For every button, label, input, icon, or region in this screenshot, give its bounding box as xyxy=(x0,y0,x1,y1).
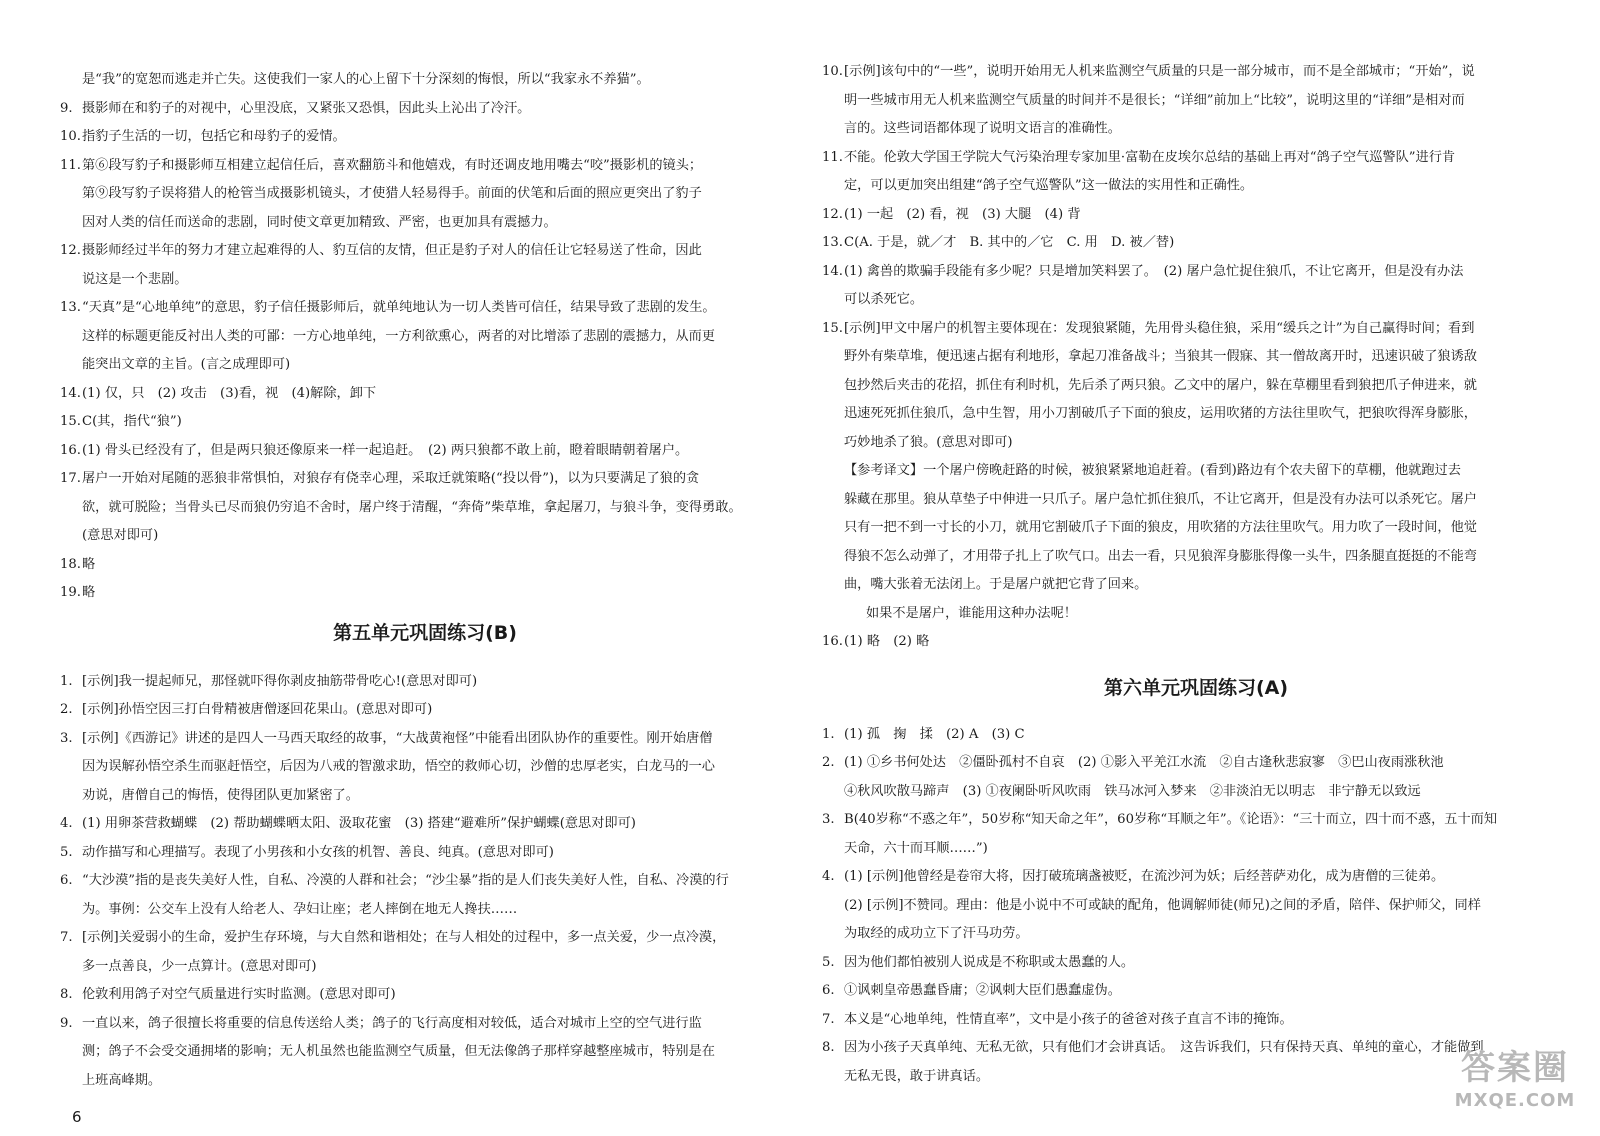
answer-item xyxy=(60,696,790,725)
answer-continuation xyxy=(822,543,1570,572)
answer-item xyxy=(822,229,1570,258)
answer-text: (1) 禽兽的欺骗手段能有多少呢？只是增加笑料罢了。 (2) 屠户急忙捉住狼爪，不让它离开，但是没有办法 xyxy=(844,263,1464,279)
answer-text: [示例]甲文中屠户的机智主要体现在：发现狼紧随，先用骨头稳住狼，采用“缓兵之计”为自己赢得时间；看到 xyxy=(844,320,1475,336)
answer-continuation xyxy=(822,172,1570,201)
answer-continuation xyxy=(60,180,790,209)
answer-number: 12. xyxy=(60,243,81,258)
answer-continuation xyxy=(822,400,1570,429)
answer-item xyxy=(60,981,790,1010)
answer-text: 可以杀死它。 xyxy=(844,292,924,307)
answer-text: 伦敦利用鸽子对空气质量进行实时监测。(意思对即可) xyxy=(82,987,396,1002)
answer-text: “天真”是“心地单纯”的意思，豹子信任摄影师后，就单纯地认为一切人类皆可信任，结果导致了悲剧的发生。 xyxy=(82,300,716,315)
answer-text: 因为误解孙悟空杀生而驱赶悟空，后因为八戒的智激求助，悟空的救师心切，沙僧的忠厚老实，白龙马的一心 xyxy=(82,759,715,774)
answer-text: 测；鸽子不会受交通拥堵的影响；无人机虽然也能监测空气质量，但无法像鸽子那样穿越整座城市，特别是在 xyxy=(82,1044,715,1059)
answer-continuation xyxy=(822,835,1570,864)
answer-text: [示例]该句中的“一些”，说明开始用无人机来监测空气质量的只是一部分城市，而不是全部城市；“开始”，说 xyxy=(844,64,1475,79)
answer-continuation xyxy=(822,486,1570,515)
answer-text: 因为小孩子天真单纯、无私无欲，只有他们才会讲真话。 这告诉我们，只有保持天真、单纯的童心，才能做到 xyxy=(844,1040,1484,1055)
answer-item xyxy=(822,258,1570,287)
answer-text: 野外有柴草堆，便迅速占据有利地形，拿起刀准备战斗；当狼其一假寐、其一僧故离开时，迅速识破了狼诱敌 xyxy=(844,349,1477,364)
answer-number: 4. xyxy=(822,869,835,884)
watermark-text: 答案圈 xyxy=(1461,1048,1569,1088)
answer-continuation xyxy=(60,782,790,811)
answer-text: “大沙漠”指的是丧失美好人性，自私、冷漠的人群和社会；“沙尘暴”指的是人们丧失美好人性，自私、冷漠的行 xyxy=(82,873,729,888)
answer-number: 8. xyxy=(822,1040,835,1055)
answer-item xyxy=(822,58,1570,87)
answer-continuation xyxy=(822,343,1570,372)
answer-number: 14. xyxy=(822,263,843,279)
answer-text: 【参考译文】一个屠户傍晚赶路的时候，被狼紧紧地追赶着。(看到)路边有个农夫留下的草棚，他就跑过去 xyxy=(844,463,1461,478)
answer-text: 躲藏在那里。狼从草垫子中伸进一只爪子。屠户急忙抓住狼爪，不让它离开，但是没有办法可以杀死它。屠户 xyxy=(844,491,1477,507)
answer-text: [示例]《西游记》讲述的是四人一马西天取经的故事，“大战黄袍怪”中能看出团队协作的重要性。刚开始唐僧 xyxy=(82,730,713,746)
answer-number: 16. xyxy=(822,634,843,649)
answer-text: (1) 仅，只 (2) 攻击 (3)看，视 (4)解除，卸下 xyxy=(82,385,377,401)
answer-item xyxy=(60,237,790,266)
answer-text: 不能。伦敦大学国王学院大气污染治理专家加里·富勒在皮埃尔总结的基础上再对“鸽子空气巡警队”进行肯 xyxy=(844,149,1456,165)
answer-text: (意思对即可) xyxy=(82,528,159,543)
right-page xyxy=(800,0,1600,1136)
answer-item xyxy=(822,315,1570,344)
answer-continuation xyxy=(822,372,1570,401)
answer-number: 1. xyxy=(822,726,835,742)
answer-number: 9. xyxy=(60,1015,73,1031)
answer-text: 动作描写和心理描写。表现了小男孩和小女孩的机智、善良、纯真。(意思对即可) xyxy=(82,844,554,860)
answer-number: 6. xyxy=(822,983,835,998)
answer-number: 2. xyxy=(822,755,835,770)
answer-text: 本义是“心地单纯，性情直率”，文中是小孩子的爸爸对孩子直言不讳的掩饰。 xyxy=(844,1011,1293,1027)
answer-continuation xyxy=(60,1067,790,1096)
answer-text: 得狼不怎么动弹了，才用带子扎上了吹气口。出去一看，只见狼浑身膨胀得像一头牛，四条腿直挺挺的不能弯 xyxy=(844,548,1477,564)
answer-continuation xyxy=(60,896,790,925)
answer-number: 14. xyxy=(60,385,81,401)
page-number: 6 xyxy=(72,1108,82,1126)
answer-text: 因对人类的信任而送命的悲剧，同时使文章更加精致、严密，也更加具有震撼力。 xyxy=(82,214,557,230)
answer-text: B(40岁称“不惑之年”，50岁称“知天命之年”，60岁称“耳顺之年”。《论语》：“三十而立，四十而不惑，五十而知 xyxy=(844,812,1498,827)
answer-item xyxy=(60,551,790,580)
answer-text: C(其，指代“狼”) xyxy=(82,414,182,429)
answer-number: 3. xyxy=(60,730,73,746)
answer-continuation xyxy=(822,778,1570,807)
answer-text: 第⑨段写豹子误将猎人的枪管当成摄影机镜头，才使猎人轻易得手。前面的伏笔和后面的照应更突出了豹子 xyxy=(82,186,702,201)
answer-item xyxy=(60,810,790,839)
answer-continuation xyxy=(822,87,1570,116)
answer-item xyxy=(822,721,1570,750)
answer-number: 1. xyxy=(60,673,73,689)
answer-text: (1) 一起 (2) 看，视 (3) 大腿 (4) 背 xyxy=(844,206,1081,222)
answer-number: 12. xyxy=(822,206,843,222)
answer-continuation xyxy=(822,600,1570,629)
answer-item xyxy=(822,144,1570,173)
answer-text: 因为他们都怕被别人说成是不称职或太愚蠢的人。 xyxy=(844,954,1135,970)
answer-item xyxy=(822,201,1570,230)
answer-text: ①讽刺皇帝愚蠢昏庸；②讽刺大臣们愚蠢虚伪。 xyxy=(844,983,1121,998)
answer-text: 为取经的成功立下了汗马功劳。 xyxy=(844,926,1029,941)
answer-text: 这样的标题更能反衬出人类的可鄙：一方心地单纯，一方利欲熏心，两者的对比增添了悲剧的震撼力，从而更 xyxy=(82,328,715,344)
answer-text: 劝说，唐僧自己的悔悟，使得团队更加紧密了。 xyxy=(82,787,359,803)
answer-text: [示例]我一提起师兄，那怪就吓得你剥皮抽筋带骨吃心!(意思对即可) xyxy=(82,673,478,689)
answer-continuation xyxy=(822,286,1570,315)
answer-number: 9. xyxy=(60,100,73,116)
answer-number: 13. xyxy=(60,300,81,315)
answer-text: 如果不是屠户，谁能用这种办法呢！ xyxy=(866,605,1077,621)
answer-item xyxy=(822,863,1570,892)
answer-text: 上班高峰期。 xyxy=(82,1072,162,1088)
answer-text: 曲，嘴大张着无法闭上。于是屠户就把它背了回来。 xyxy=(844,577,1148,592)
answer-text: 包抄然后夹击的花招，抓住有利时机，先后杀了两只狼。乙文中的屠户，躲在草棚里看到狼把爪子伸进来，就 xyxy=(844,377,1477,393)
answer-block xyxy=(60,66,790,608)
answer-item xyxy=(822,949,1570,978)
answer-continuation xyxy=(822,514,1570,543)
answer-item xyxy=(60,437,790,466)
answer-text: 一直以来，鸽子很擅长将重要的信息传送给人类；鸽子的飞行高度相对较低，适合对城市上空的空气进行监 xyxy=(82,1015,702,1031)
answer-continuation xyxy=(60,66,790,95)
answer-item xyxy=(60,579,790,608)
answer-continuation xyxy=(60,753,790,782)
answer-number: 10. xyxy=(60,129,81,144)
answer-text: 能突出文章的主旨。(言之成理即可) xyxy=(82,357,291,372)
answer-block xyxy=(822,58,1570,657)
answer-number: 17. xyxy=(60,471,81,486)
answer-continuation xyxy=(822,571,1570,600)
answer-item xyxy=(60,725,790,754)
answer-block xyxy=(822,721,1570,1092)
answer-text: ④秋风吹散马蹄声 (3) ①夜阑卧听风吹雨 铁马冰河入梦来 ②非淡泊无以明志 非宁静无以致远 xyxy=(844,783,1421,799)
answer-text: 略 xyxy=(82,556,96,572)
answer-text: 无私无畏，敢于讲真话。 xyxy=(844,1068,990,1084)
answer-number: 8. xyxy=(60,987,73,1002)
answer-block xyxy=(60,668,790,1096)
answer-number: 19. xyxy=(60,585,81,600)
answer-text: 只有一把不到一寸长的小刀，就用它割破爪子下面的狼皮，用吹猪的方法往里吹气。用力吹了一段时间，他觉 xyxy=(844,520,1477,535)
answer-item xyxy=(822,977,1570,1006)
answer-text: (1) ①乡书何处达 ②僵卧孤村不自哀 (2) ①影入平羌江水流 ②自古逢秋悲寂寥 ③巴山夜雨涨秋池 xyxy=(844,755,1444,770)
answer-text: 天命，六十而耳顺……”) xyxy=(844,840,988,856)
answer-item xyxy=(822,806,1570,835)
answer-number: 10. xyxy=(822,64,843,79)
answer-number: 15. xyxy=(822,320,843,336)
answer-text: 言的。这些词语都体现了说明文语言的准确性。 xyxy=(844,121,1121,136)
answer-continuation xyxy=(822,115,1570,144)
answer-continuation xyxy=(822,457,1570,486)
section-title: 第五单元巩固练习(B) xyxy=(333,621,517,644)
answer-text: (1) [示例]他曾经是卷帘大将，因打破琉璃盏被贬，在流沙河为妖；后经菩萨劝化，成为唐僧的三徒弟。 xyxy=(844,869,1445,884)
answer-text: C(A. 于是，就／才 B. 其中的／它 C. 用 D. 被／替) xyxy=(844,235,1175,250)
answer-continuation xyxy=(60,351,790,380)
answer-text: 欲，就可脱险；当骨头已尽而狼仍穷追不舍时，屠户终于清醒，“奔倚”柴草堆，拿起屠刀，与狼斗争，变得勇敢。 xyxy=(82,499,742,515)
answer-number: 18. xyxy=(60,556,81,572)
answer-number: 15. xyxy=(60,414,81,429)
answer-text: 迅速死死抓住狼爪，急中生智，用小刀割破爪子下面的狼皮，运用吹猪的方法往里吹气，把狼吹得浑身膨胀， xyxy=(844,406,1477,421)
answer-text: 说这是一个悲剧。 xyxy=(82,271,188,287)
answer-number: 5. xyxy=(822,954,835,970)
answer-number: 7. xyxy=(60,930,73,945)
answer-text: (1) 骨头已经没有了，但是两只狼还像原来一样一起追赶。 (2) 两只狼都不敢上前，瞪着眼睛朝着屠户。 xyxy=(82,442,689,458)
answer-continuation xyxy=(60,209,790,238)
answer-number: 3. xyxy=(822,812,835,827)
answer-text: 定，可以更加突出组建“鸽子空气巡警队”这一做法的实用性和正确性。 xyxy=(844,178,1254,193)
answer-text: (1) 孤 掬 揉 (2) A (3) C xyxy=(844,726,1025,742)
answer-continuation xyxy=(822,429,1570,458)
answer-text: (1) 用卵茶营救蝴蝶 (2) 帮助蝴蝶晒太阳、汲取花蜜 (3) 搭建“避难所”保护蝴蝶(意思对即可) xyxy=(82,816,636,831)
watermark-logo xyxy=(1440,1048,1590,1128)
answer-number: 5. xyxy=(60,844,73,860)
answer-text: 指豹子生活的一切，包括它和母豹子的爱情。 xyxy=(82,129,346,144)
answer-item xyxy=(822,1006,1570,1035)
answer-continuation xyxy=(60,266,790,295)
answer-text: 明一些城市用无人机来监测空气质量的时间并不是很长；“详细”前加上“比较”，说明这里的“详细”是相对而 xyxy=(844,92,1465,108)
answer-text: 屠户一开始对尾随的恶狼非常惧怕，对狼存有侥幸心理，采取迁就策略(“投以骨”)，以为只要满足了狼的贪 xyxy=(82,471,700,486)
answer-item xyxy=(60,668,790,697)
answer-item xyxy=(60,152,790,181)
answer-text: (1) 略 (2) 略 xyxy=(844,634,930,649)
answer-item xyxy=(60,839,790,868)
answer-item xyxy=(60,380,790,409)
answer-number: 7. xyxy=(822,1011,835,1027)
answer-number: 4. xyxy=(60,816,73,831)
answer-item xyxy=(60,465,790,494)
answer-item xyxy=(60,95,790,124)
answer-text: 多一点善良，少一点算计。(意思对即可) xyxy=(82,958,317,974)
answer-item xyxy=(60,924,790,953)
answer-item xyxy=(60,1010,790,1039)
answer-item xyxy=(822,749,1570,778)
answer-text: 摄影师在和豹子的对视中，心里没底，又紧张又恐惧，因此头上沁出了冷汗。 xyxy=(82,100,531,116)
answer-text: [示例]关爱弱小的生命，爱护生存环境，与大自然和谐相处；在与人相处的过程中，多一点关爱，少一点冷漠， xyxy=(82,930,726,945)
answer-text: 巧妙地杀了狼。(意思对即可) xyxy=(844,434,1013,450)
answer-item xyxy=(60,408,790,437)
answer-text: 略 xyxy=(82,585,96,600)
watermark-url: MXQE.COM xyxy=(1454,1090,1576,1111)
answer-continuation xyxy=(822,920,1570,949)
answer-number: 2. xyxy=(60,702,73,717)
answer-continuation xyxy=(60,953,790,982)
answer-item xyxy=(822,628,1570,657)
answer-text: (2) [示例]不赞同。理由：他是小说中不可或缺的配角，他调解师徒(师兄)之间的矛盾，陪伴、保护师父，同样 xyxy=(844,897,1481,913)
answer-continuation xyxy=(60,323,790,352)
answer-item xyxy=(60,123,790,152)
answer-number: 16. xyxy=(60,442,81,458)
answer-number: 13. xyxy=(822,235,843,250)
answer-item xyxy=(60,867,790,896)
section-title: 第六单元巩固练习(A) xyxy=(1103,676,1289,699)
answer-number: 6. xyxy=(60,873,73,888)
answer-continuation xyxy=(822,892,1570,921)
answer-continuation xyxy=(60,494,790,523)
answer-text: [示例]孙悟空因三打白骨精被唐僧逐回花果山。(意思对即可) xyxy=(82,702,433,717)
answer-continuation xyxy=(60,1038,790,1067)
answer-text: 第⑥段写豹子和摄影师互相建立起信任后，喜欢翻筋斗和他嬉戏，有时还调皮地用嘴去“咬”摄影机的镜头； xyxy=(82,157,703,173)
answer-number: 11. xyxy=(822,149,843,165)
answer-item xyxy=(60,294,790,323)
answer-text: 是“我”的宽恕而逃走并亡失。这使我们一家人的心上留下十分深刻的悔恨，所以“我家永不养猫”。 xyxy=(82,72,650,87)
answer-text: 摄影师经过半年的努力才建立起难得的人、豹互信的友情，但正是豹子对人的信任让它轻易送了性命，因此 xyxy=(82,243,702,258)
answer-number: 11. xyxy=(60,157,81,173)
answer-continuation xyxy=(60,522,790,551)
answer-text: 为。事例：公交车上没有人给老人、孕妇让座；老人摔倒在地无人搀扶…… xyxy=(82,901,518,917)
